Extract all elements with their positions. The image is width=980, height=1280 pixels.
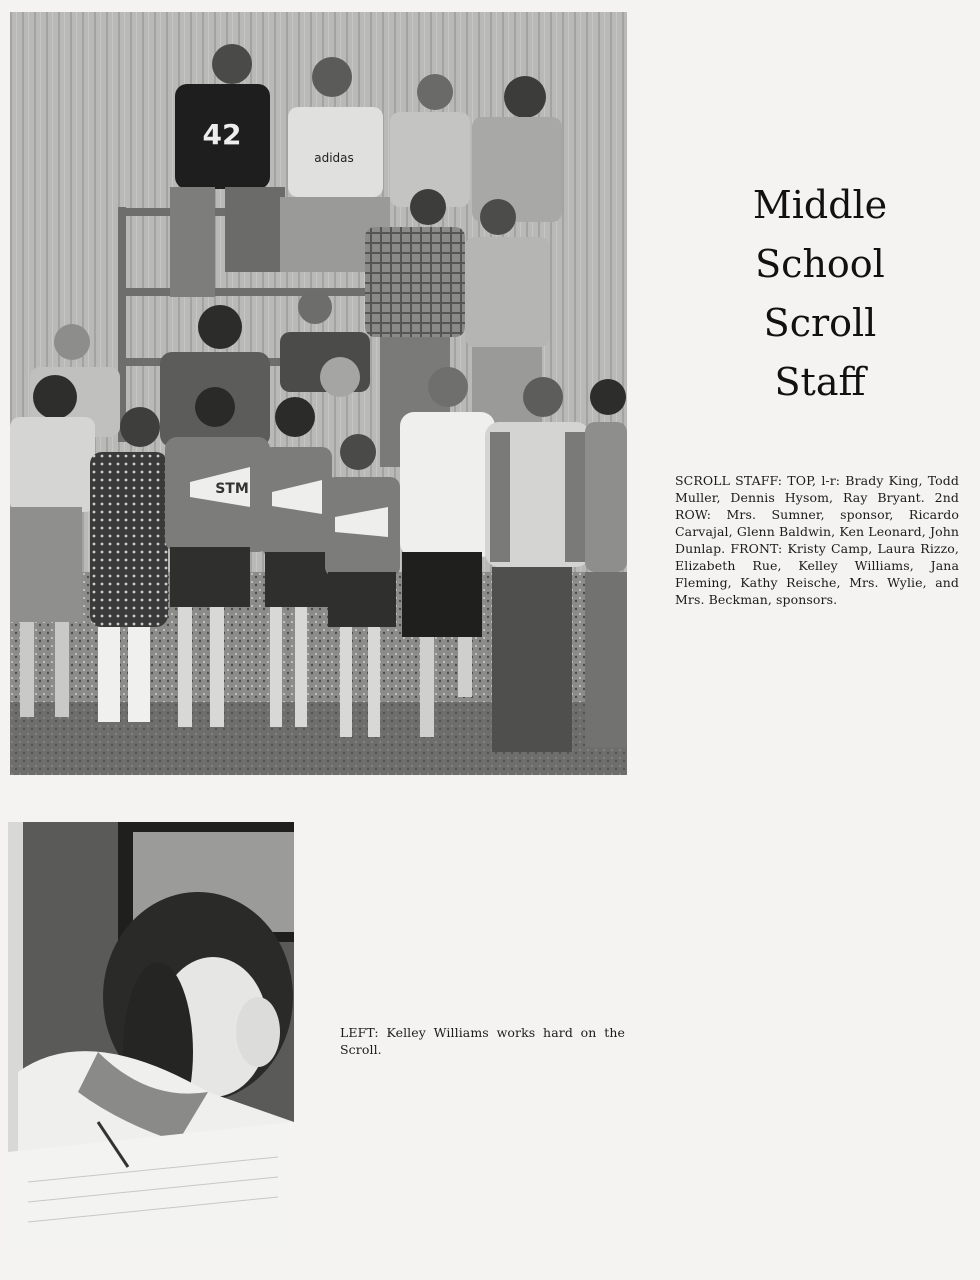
shirt-brand: adidas	[314, 151, 354, 165]
title-line-2: School	[755, 242, 885, 286]
student-working-photo	[8, 822, 294, 1253]
title-line-3: Scroll	[763, 301, 877, 345]
photo-caption-left: LEFT: Kelley Williams works hard on the Scroll.	[340, 1025, 625, 1057]
page-title	[690, 176, 950, 412]
staff-caption: SCROLL STAFF: TOP, l-r: Brady King, Todd Muller, Dennis Hysom, Ray Bryant. 2nd ROW: Mrs. Sumner, sponsor, Ricardo Carvajal, Glenn Baldwin, Ken Leonard, John Dunlap. FRONT: Kristy Camp, Laura Rizzo, Elizabeth Rue, Kelley Williams, Jana Fleming, Kathy Reische, Mrs. Wylie, and Mrs. Beckman, sponsors.	[675, 473, 959, 607]
title-line-1: Middle	[752, 183, 888, 227]
group-photo	[10, 12, 627, 775]
title-line-4: Staff	[774, 360, 866, 404]
sweater-logo: STM	[215, 481, 249, 497]
jersey-number: 42	[202, 118, 242, 151]
